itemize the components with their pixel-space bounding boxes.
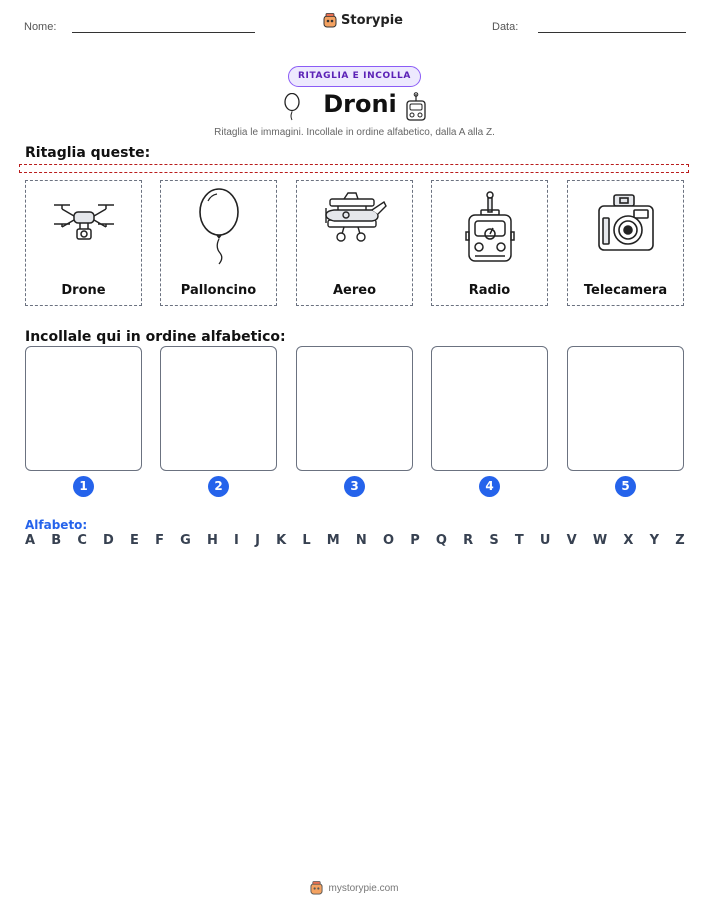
- alphabet-title: Alfabeto:: [25, 518, 88, 532]
- page-title: Droni: [323, 90, 397, 118]
- slot-number-2: 2: [208, 476, 229, 497]
- alphabet-letter: I: [234, 533, 239, 548]
- alphabet-letter: Y: [649, 533, 660, 548]
- date-line[interactable]: [538, 32, 686, 33]
- card-label-plane: Aereo: [332, 283, 377, 298]
- alphabet-letter: P: [410, 533, 420, 548]
- cut-line: [19, 164, 689, 173]
- cut-card-camera[interactable]: [567, 180, 684, 306]
- paste-slot-4[interactable]: [431, 346, 548, 471]
- cut-heading: Ritaglia queste:: [25, 145, 151, 161]
- biplane-icon: [322, 190, 388, 246]
- radio-icon: [465, 190, 515, 264]
- cut-card-radio[interactable]: [431, 180, 548, 306]
- brand-logo: [323, 13, 403, 28]
- alphabet-letter: O: [382, 533, 395, 548]
- alphabet-row: [25, 533, 685, 548]
- alphabet-letter: H: [206, 533, 218, 548]
- alphabet-letter: E: [130, 533, 139, 548]
- camera-icon: [596, 193, 656, 255]
- alphabet-letter: K: [276, 533, 287, 548]
- alphabet-letter: U: [539, 533, 551, 548]
- storypie-footer-icon: [310, 881, 323, 895]
- alphabet-letter: D: [103, 533, 114, 548]
- alphabet-letter: C: [77, 533, 87, 548]
- card-label-radio: Radio: [468, 283, 511, 298]
- footer: [0, 881, 709, 895]
- alphabet-letter: B: [51, 533, 62, 548]
- alphabet-letter: M: [326, 533, 340, 548]
- storypie-mascot-icon: [323, 13, 337, 28]
- alphabet-letter: N: [355, 533, 367, 548]
- paste-slot-3[interactable]: [296, 346, 413, 471]
- card-label-camera: Telecamera: [583, 283, 668, 298]
- paste-slot-2[interactable]: [160, 346, 277, 471]
- cut-card-balloon[interactable]: [160, 180, 277, 306]
- alphabet-letter: A: [25, 533, 36, 548]
- footer-url[interactable]: mystorypie.com: [328, 882, 399, 894]
- name-line[interactable]: [72, 32, 255, 33]
- alphabet-letter: W: [592, 533, 608, 548]
- alphabet-letter: J: [255, 533, 260, 548]
- brand-name: Storypie: [341, 13, 403, 28]
- card-label-balloon: Palloncino: [180, 283, 257, 298]
- name-label: Nome:: [24, 21, 57, 33]
- alphabet-letter: T: [514, 533, 524, 548]
- paste-heading: Incollale qui in ordine alfabetico:: [25, 329, 286, 345]
- paste-slot-1[interactable]: [25, 346, 142, 471]
- cut-card-plane[interactable]: [296, 180, 413, 306]
- alphabet-letter: Q: [435, 533, 447, 548]
- alphabet-letter: S: [489, 533, 499, 548]
- instructions: Ritaglia le immagini. Incollale in ordine alfabetico, dalla A alla Z.: [214, 127, 495, 138]
- drone-icon: [52, 200, 116, 246]
- alphabet-letter: R: [463, 533, 474, 548]
- paste-slot-5[interactable]: [567, 346, 684, 471]
- date-label: Data:: [492, 21, 519, 33]
- slot-number-1: 1: [73, 476, 94, 497]
- radio-title-icon: [405, 92, 427, 122]
- alphabet-letter: G: [180, 533, 191, 548]
- alphabet-letter: Z: [675, 533, 685, 548]
- slot-number-5: 5: [615, 476, 636, 497]
- alphabet-letter: L: [302, 533, 311, 548]
- alphabet-letter: V: [566, 533, 577, 548]
- slot-number-3: 3: [344, 476, 365, 497]
- activity-badge: RITAGLIA E INCOLLA: [288, 66, 421, 87]
- alphabet-letter: X: [623, 533, 634, 548]
- balloon-icon: [197, 187, 241, 265]
- card-label-drone: Drone: [61, 283, 106, 298]
- slot-number-4: 4: [479, 476, 500, 497]
- alphabet-letter: F: [155, 533, 164, 548]
- cut-card-drone[interactable]: [25, 180, 142, 306]
